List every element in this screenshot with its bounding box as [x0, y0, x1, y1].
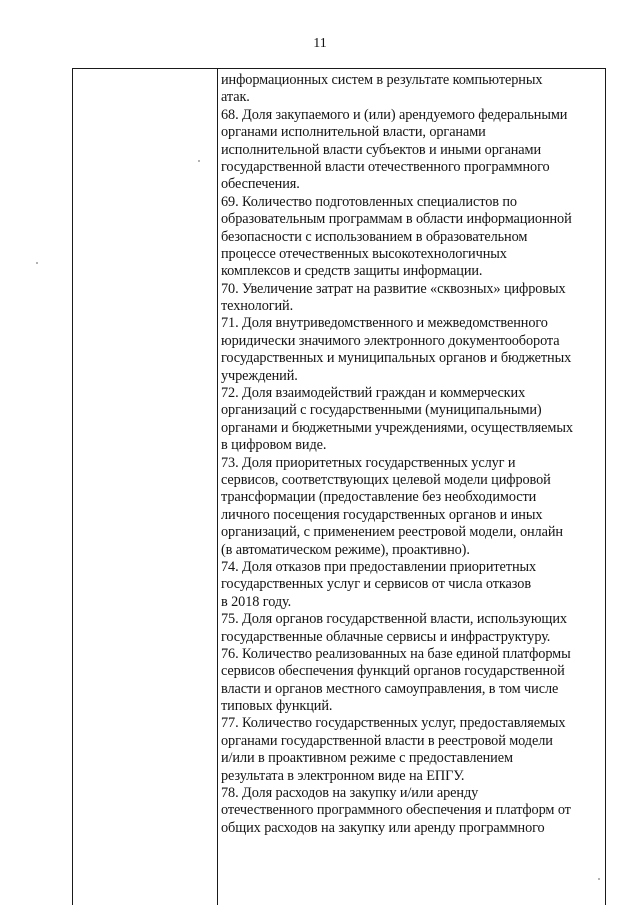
text-line: сервисов обеспечения функций органов государственной: [221, 663, 565, 680]
scan-artifact: [36, 262, 38, 264]
text-line: общих расходов на закупку или аренду программного: [221, 819, 545, 836]
text-line: технологий.: [221, 298, 294, 315]
text-line: 74. Доля отказов при предоставлении приоритетных: [221, 558, 537, 575]
text-line: отечественного программного обеспечения и платформ от: [221, 802, 571, 819]
text-line: органами и бюджетными учреждениями, осуществляемых: [221, 419, 573, 436]
text-line: государственные облачные сервисы и инфраструктуру.: [221, 628, 551, 645]
column-divider: [217, 68, 218, 905]
text-line: государственных услуг и сервисов от числа отказов: [221, 576, 531, 593]
text-line: процессе отечественных высокотехнологичных: [221, 245, 507, 262]
text-line: 71. Доля внутриведомственного и межведомственного: [221, 315, 548, 332]
text-line: государственных и муниципальных органов и бюджетных: [221, 350, 572, 367]
text-line: 76. Количество реализованных на базе единой платформы: [221, 645, 571, 662]
text-line: 77. Количество государственных услуг, предоставляемых: [221, 715, 566, 732]
text-line: образовательным программам в области информационной: [221, 211, 572, 228]
left-empty-cell: [73, 69, 216, 905]
indicators-text-cell: [221, 72, 603, 837]
text-line: 70. Увеличение затрат на развитие «сквозных» цифровых: [221, 280, 566, 297]
text-line: комплексов и средств защиты информации.: [221, 263, 483, 280]
text-line: организаций, с применением реестровой модели, онлайн: [221, 524, 563, 541]
text-line: власти и органов местного самоуправления, в том числе: [221, 680, 559, 697]
text-line: безопасности с использованием в образовательном: [221, 228, 528, 245]
text-line: 73. Доля приоритетных государственных услуг и: [221, 454, 516, 471]
text-line: юридически значимого электронного документооборота: [221, 332, 560, 349]
text-line: учреждений.: [221, 367, 298, 384]
text-line: 69. Количество подготовленных специалистов по: [221, 193, 517, 210]
text-line: атак.: [221, 89, 250, 106]
text-line: в цифровом виде.: [221, 437, 327, 454]
text-line: государственной власти отечественного программного: [221, 158, 550, 175]
text-line: информационных систем в результате компьютерных: [221, 72, 543, 88]
text-line: (в автоматическом режиме), проактивно).: [221, 541, 470, 558]
text-line: 78. Доля расходов на закупку и/или аренду: [221, 785, 479, 802]
text-line: органами исполнительной власти, органами: [221, 124, 486, 141]
text-line: и/или в проактивном режиме с предоставлением: [221, 750, 513, 767]
text-line: 68. Доля закупаемого и (или) арендуемого федеральными: [221, 106, 568, 123]
text-line: органами государственной власти в реестровой модели: [221, 732, 553, 749]
text-line: 75. Доля органов государственной власти, использующих: [221, 611, 567, 628]
text-line: 72. Доля взаимодействий граждан и коммерческих: [221, 385, 526, 402]
scan-artifact: [198, 160, 200, 162]
page-number: 11: [313, 36, 327, 51]
text-line: трансформации (предоставление без необходимости: [221, 489, 537, 506]
text-line: личного посещения государственных органов и иных: [221, 506, 543, 523]
text-line: исполнительной власти субъектов и иными органами: [221, 141, 542, 158]
text-line: результата в электронном виде на ЕПГУ.: [221, 767, 465, 784]
text-line: обеспечения.: [221, 176, 300, 193]
text-line: организаций с государственными (муниципальными): [221, 402, 542, 419]
text-line: сервисов, соответствующих целевой модели цифровой: [221, 471, 551, 488]
text-line: в 2018 году.: [221, 593, 292, 610]
scan-artifact: [598, 878, 600, 880]
text-line: типовых функций.: [221, 698, 333, 715]
